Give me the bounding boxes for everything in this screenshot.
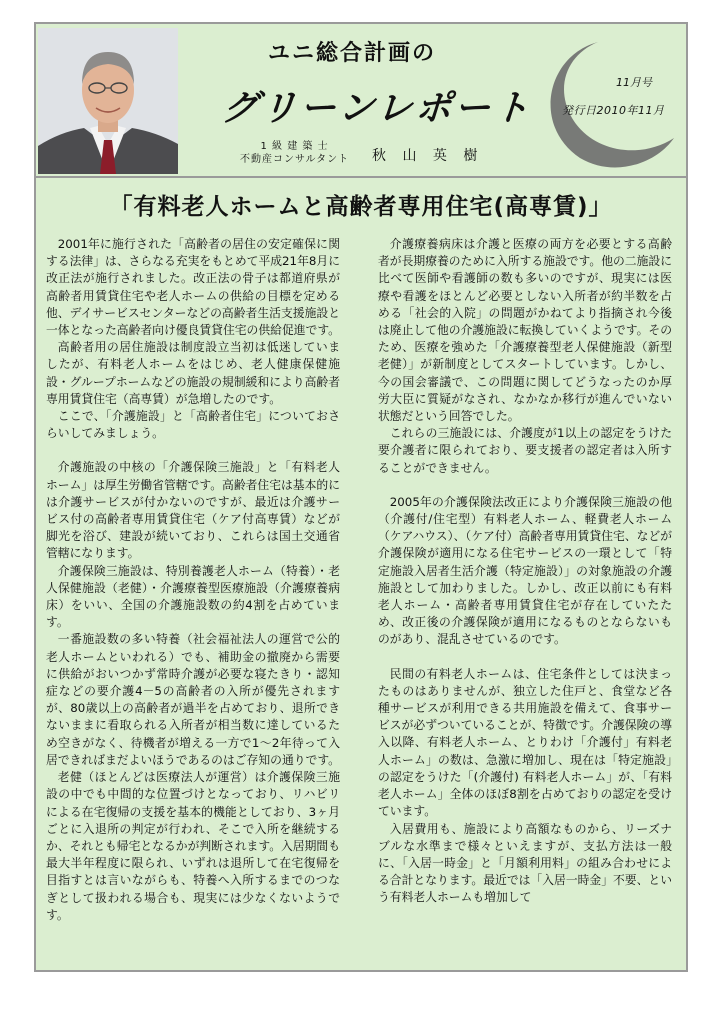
article-right-column bbox=[378, 236, 672, 964]
author-portrait-image bbox=[38, 28, 178, 174]
newsletter-page bbox=[34, 22, 688, 972]
newsletter-header bbox=[36, 24, 686, 178]
issued-date: 発行日2010年11月 bbox=[562, 104, 665, 117]
paragraph: 高齢者用の居住施設は制度設立当初は低迷していましたが、有料老人ホームをはじめ、老人健康保健施設・グループホームなどの施設の規制緩和により高齢者専用賃貸住宅（高専賃）が急増したのです。 bbox=[46, 340, 340, 406]
paragraph: 介護保険三施設は、特別養護老人ホーム（特養）・老人保健施設（老健）・介護療養型医療施設（介護療養病床）をいい、全国の介護施設数の約4割を占めています。 bbox=[46, 563, 340, 630]
newsletter-main-title: グリーンレポート bbox=[220, 88, 534, 129]
paragraph: ここで、「介護施設」と「高齢者住宅」についておさらいしてみましょう。 bbox=[46, 409, 340, 441]
article-left-column bbox=[46, 236, 340, 964]
author-role-line2: 不動産コンサルタント bbox=[240, 154, 350, 165]
paragraph: これらの三施設には、介護度が1以上の認定をうけた要介護者に限られており、要支援者の認定者は入所することができません。 bbox=[378, 426, 672, 475]
author-name: 秋 山 英 樹 bbox=[372, 148, 484, 164]
author-role-line1: 1 級 建 築 士 bbox=[260, 141, 329, 152]
paragraph: 入居費用も、施設により高額なものから、リーズナブルな水準まで様々といえますが、支払方法は一般に、「入居一時金」と「月額利用料」の組み合わせによる合計となります。最近では「入居一時金」不要、という有料老人ホームも増加して bbox=[378, 821, 672, 905]
paragraph: 民間の有料老人ホームは、住宅条件としては決まったものはありませんが、独立した住戸と、食堂など各種サービスが利用できる共用施設を備えて、食事サービスが必ずついていることが、特徴です。介護保険の導入以降、有料老人ホーム、とりわけ「介護付」有料老人ホーム」の数は、急激に増加し、現在は「特定施設」の認定をうけた「(介護付) 有料老人ホーム」が、「有料老人ホーム」全体のほぼ8割を占めておりの認定を受けています。 bbox=[378, 666, 672, 819]
paragraph: 2005年の介護保険法改正により介護保険三施設の他（介護付/住宅型）有料老人ホーム、軽費老人ホーム（ケアハウス）、（ケア付）高齢者専用賃貸住宅、などが介護保険が適用になる住宅サービスの一環として「特定施設入居者生活介護（特定施設）」の対象施設の介護施設として加わりました。しかし、改正以前にも有料老人ホーム・高齢者専用賃貸住宅が存在していたため、改正後の介護保険が適用になるものとならないものがあり、混乱させているのです。 bbox=[378, 494, 672, 647]
paragraph: 介護施設の中核の「介護保険三施設」と「有料老人ホーム」は厚生労働省管轄です。高齢者住宅は基本的には介護サービスが付かないのですが、最近は介護サービス付の高齢者専用賃貸住宅（ケア付高専賃）などが脚光を浴び、建設が続いており、これらは国土交通省管轄になります。 bbox=[46, 460, 340, 561]
article-headline: 「有料老人ホームと高齢者専用住宅(高専賃)」 bbox=[109, 194, 613, 220]
paragraph: 一番施設数の多い特養（社会福祉法人の運営で公的老人ホームといわれる）でも、補助金の撤廃から需要に供給がおいつかず常時介護が必要な寝たきり・認知症などの要介護4－5の高齢者の入所が優先されますが、80歳以上の高齢者が過半を占めており、退所できないままに看取られる入所者が相当数に達しているため空きがなく、待機者が増える一方で1～2年待って入居できればまだよいほうであるのはご存知の通りです。 bbox=[46, 632, 340, 767]
author-role bbox=[240, 140, 349, 166]
issue-label: 11月号 bbox=[616, 76, 652, 89]
newsletter-company-title: ユニ総合計画の bbox=[268, 41, 437, 66]
paragraph: 介護療養病床は介護と医療の両方を必要とする高齢者が長期療養のために入所する施設です。他の二施設に比べて医師や看護師の数も多いのですが、現実には医療や看護をほとんど必要としない入所者が約半数を占める「社会的入院」の問題がかねてより指摘され今後は廃止して他の介護施設に転換していくようです。そのため、医療を強めた「介護療養型老人保健施設（新型老健）」が新制度としてスタートしています。しかし、今の国会審議で、この問題に関してどうなったのか厚労大臣に質疑がなされ、なかなか移行が進んでいない状態だという回答でした。 bbox=[378, 237, 672, 424]
paragraph: 老健（ほとんどは医療法人が運営）は介護保険三施設の中でも中間的な位置づけとなっており、リハビリによる在宅復帰の支援を基本的機能としており、3ヶ月ごとに入退所の判定が行われ、そこで入所を継続するか、それとも帰宅となるかが判断されます。入居期間も最大半年程度に限られ、いずれは退所して在宅復帰を目指すとは言いながらも、特養へ入所するまでのつなぎとして扱われる場合も、現実には少なくないようです。 bbox=[46, 770, 340, 922]
paragraph: 2001年に施行された「高齢者の居住の安定確保に関する法律」は、さらなる充実をもとめて平成21年8月に改正法が施行されました。改正法の骨子は都道府県が高齢者用賃貸住宅や老人ホームの供給の目標を定める他、デイサービスセンターなどの高齢者生活支援施設と一体となった高齢者向け優良賃貸住宅の供給促進です。 bbox=[46, 237, 340, 338]
author-photo bbox=[38, 28, 178, 174]
